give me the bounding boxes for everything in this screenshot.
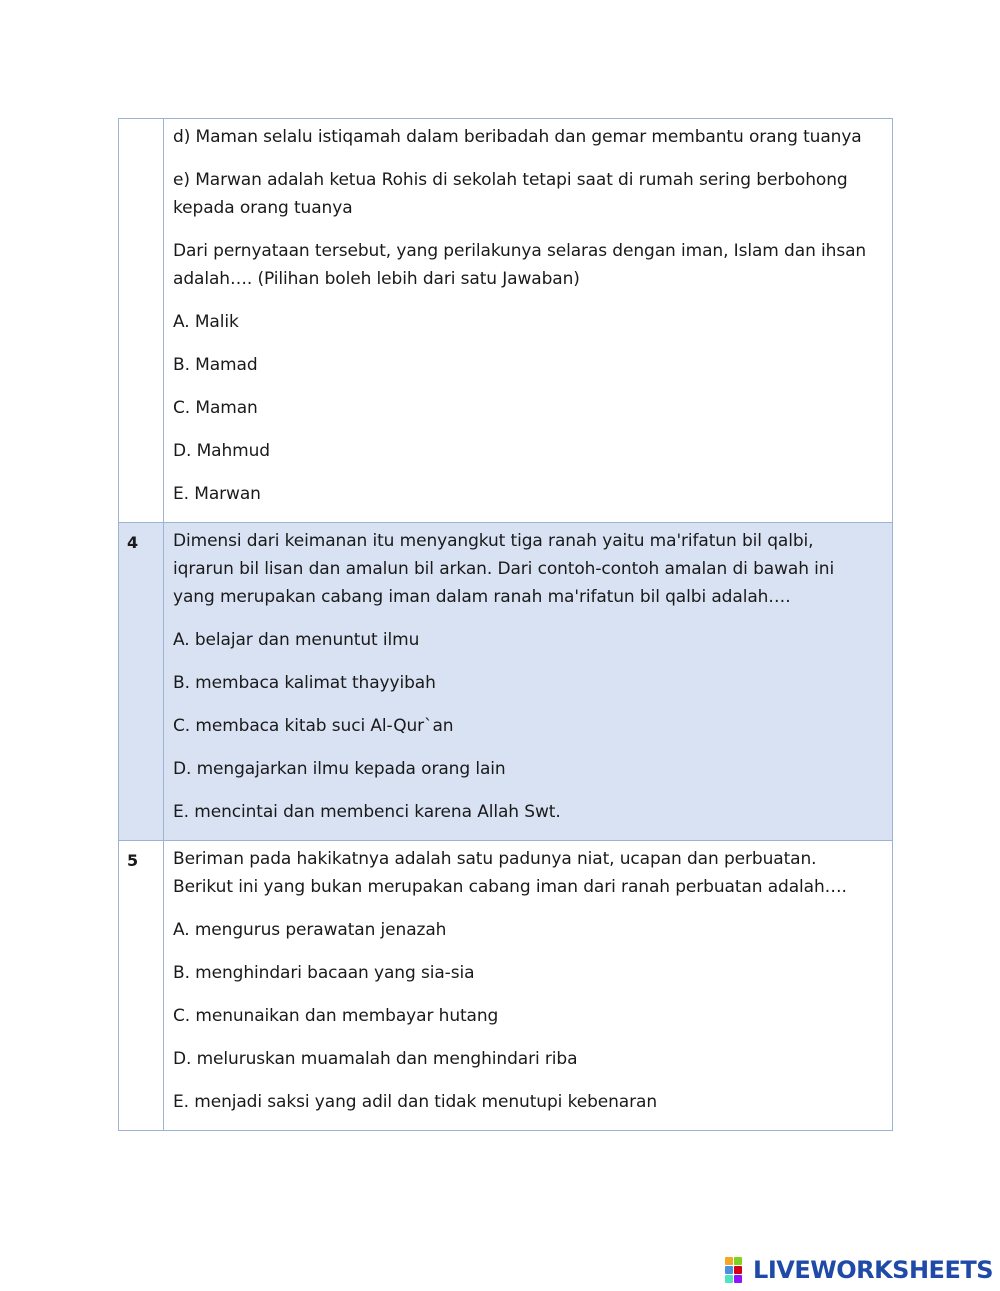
option-d[interactable]: D. mengajarkan ilmu kepada orang lain <box>173 759 506 779</box>
question-content <box>164 841 893 1131</box>
option-b[interactable]: B. membaca kalimat thayyibah <box>173 673 436 693</box>
option-e[interactable]: E. Marwan <box>173 484 261 504</box>
option-c[interactable]: C. membaca kitab suci Al-Qur`an <box>173 716 454 736</box>
statement-e: e) Marwan adalah ketua Rohis di sekolah tetapi saat di rumah sering berbohong kepada orang tuanya <box>173 170 848 218</box>
option-a[interactable]: A. Malik <box>173 312 239 332</box>
option-e[interactable]: E. menjadi saksi yang adil dan tidak menutupi kebenaran <box>173 1092 657 1112</box>
option-a[interactable]: A. mengurus perawatan jenazah <box>173 920 447 940</box>
question-table <box>118 118 893 1131</box>
liveworksheets-footer <box>725 1255 993 1285</box>
question-row-5 <box>119 841 893 1131</box>
question-prompt: Beriman pada hakikatnya adalah satu padunya niat, ucapan dan perbuatan. Berikut ini yang bukan merupakan cabang iman dari ranah perbuatan adalah…. <box>173 849 847 897</box>
option-a[interactable]: A. belajar dan menuntut ilmu <box>173 630 420 650</box>
option-e[interactable]: E. mencintai dan membenci karena Allah Swt. <box>173 802 561 822</box>
question-prompt: Dari pernyataan tersebut, yang perilakunya selaras dengan iman, Islam dan ihsan adalah…. (Pilihan boleh lebih dari satu Jawaban) <box>173 241 867 289</box>
option-b[interactable]: B. menghindari bacaan yang sia-sia <box>173 963 475 983</box>
question-row-3-continued <box>119 119 893 523</box>
brand-name: LIVEWORKSHEETS <box>753 1256 993 1284</box>
question-content <box>164 119 893 523</box>
option-d[interactable]: D. meluruskan muamalah dan menghindari riba <box>173 1049 578 1069</box>
question-prompt: Dimensi dari keimanan itu menyangkut tiga ranah yaitu ma'rifatun bil qalbi, iqrarun bil lisan dan amalun bil arkan. Dari contoh-contoh amalan di bawah ini yang merupakan cabang iman dalam ranah ma'rifatun bil qalbi adalah…. <box>173 531 835 607</box>
question-content <box>164 523 893 841</box>
question-row-4 <box>119 523 893 841</box>
option-c[interactable]: C. menunaikan dan membayar hutang <box>173 1006 499 1026</box>
option-c[interactable]: C. Maman <box>173 398 258 418</box>
liveworksheets-logo-icon <box>725 1257 751 1283</box>
option-d[interactable]: D. Mahmud <box>173 441 270 461</box>
question-number: 4 <box>119 523 164 841</box>
option-b[interactable]: B. Mamad <box>173 355 258 375</box>
question-number: 5 <box>119 841 164 1131</box>
question-number <box>119 119 164 523</box>
statement-d: d) Maman selalu istiqamah dalam beribadah dan gemar membantu orang tuanya <box>173 127 862 147</box>
